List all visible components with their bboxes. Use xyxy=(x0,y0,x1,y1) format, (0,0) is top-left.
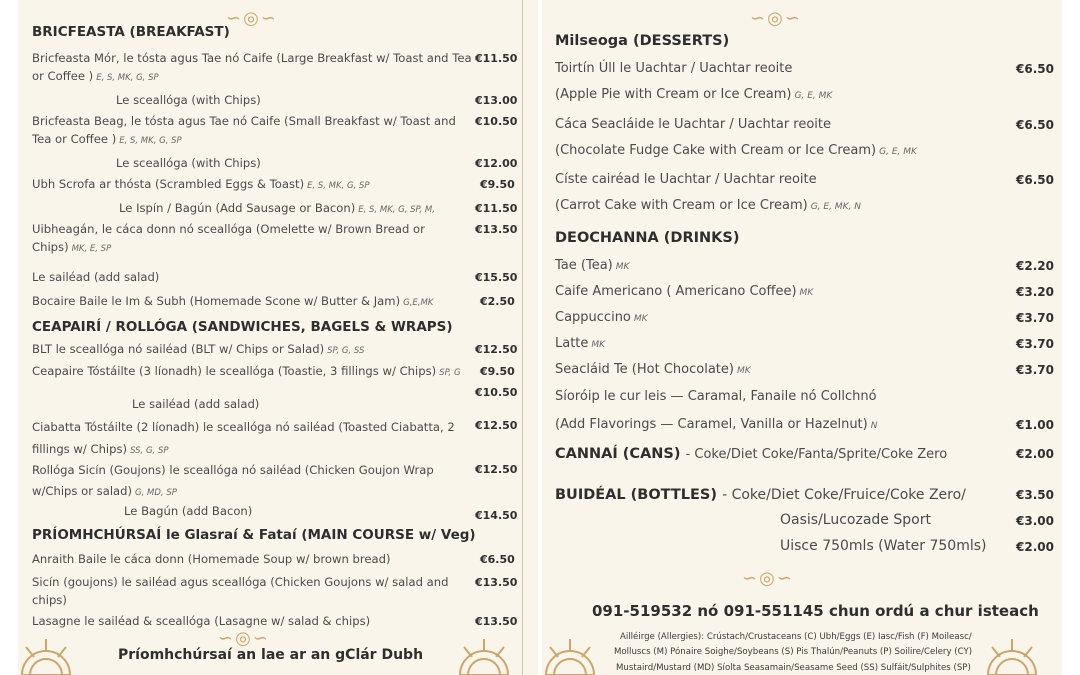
main-course-heading: PRÍOMHCHÚRSAÍ le Glasraí & Fataí (MAIN COURSE w/ Veg) xyxy=(32,527,476,543)
menu-item-price: €13.50 xyxy=(475,223,518,236)
cans-price: €2.00 xyxy=(1016,447,1054,461)
bottles-price: €2.00 xyxy=(1016,540,1054,554)
flavouring-english: (Add Flavorings — Caramel, Vanilla or Hazelnut) N xyxy=(555,417,878,432)
menu-item: Lasagne le sailéad & sceallóga (Lasagne w/ salad & chips) xyxy=(32,614,371,628)
dessert-item: Toirtín Úll le Uachtar / Uachtar reoite xyxy=(555,61,793,76)
sunburst-emblem-icon xyxy=(458,633,510,675)
ornament-swirl: ∽◎∽ xyxy=(742,568,794,589)
menu-item-price: €11.50 xyxy=(475,202,518,215)
menu-item: BLT le sceallóga nó sailéad (BLT w/ Chips or Salad) SP, G, SS xyxy=(32,342,365,356)
dessert-item: Císte cairéad le Uachtar / Uachtar reoite xyxy=(555,172,817,187)
drink-price: €3.70 xyxy=(1016,363,1054,377)
phone-order-line: 091-519532 nó 091-551145 chun ordú a chur isteach xyxy=(592,602,1039,620)
menu-item-price: €14.50 xyxy=(475,509,518,522)
allergy-note: Ailléirge (Allergies): Crústach/Crustaceans (C) Ubh/Eggs (E) Iasc/Fish (F) Moileasc/ xyxy=(620,632,972,642)
drink-item: Tae (Tea) MK xyxy=(555,258,630,273)
menu-item: Ubh Scrofa ar thósta (Scrambled Eggs & Toast) E, S, MK, G, SP xyxy=(32,177,370,191)
dessert-price: €6.50 xyxy=(1016,118,1054,132)
bottles-price: €3.00 xyxy=(1016,514,1054,528)
right-menu-page xyxy=(542,0,1062,675)
drink-price: €3.20 xyxy=(1016,285,1054,299)
bottles-heading: BUIDÉAL (BOTTLES) - Coke/Diet Coke/Fruice/Coke Zero/ xyxy=(555,487,966,503)
menu-item-price: €12.50 xyxy=(475,343,518,356)
flavouring-price: €1.00 xyxy=(1016,418,1054,432)
menu-item-price: €10.50 xyxy=(475,115,518,128)
sandwiches-heading: CEAPAIRÍ / ROLLÓGA (SANDWICHES, BAGELS & WRAPS) xyxy=(32,319,453,335)
sunburst-emblem-icon xyxy=(986,633,1038,675)
menu-item-price: €13.00 xyxy=(475,94,518,107)
menu-item: Bocaire Baile le Im & Subh (Homemade Scone w/ Butter & Jam) G,E,MK xyxy=(32,294,434,308)
menu-item: Ciabatta Tóstáilte (2 líonadh) le sceallóga nó sailéad (Toasted Ciabatta, 2 fillings w/ Chips) SS, G, SP xyxy=(32,420,455,456)
drink-item: Latte MK xyxy=(555,336,606,351)
dessert-price: €6.50 xyxy=(1016,173,1054,187)
menu-item-price: €2.50 xyxy=(480,295,515,308)
breakfast-heading: BRICFEASTA (BREAKFAST) xyxy=(32,24,230,40)
menu-item: Le Ispín / Bagún (Add Sausage or Bacon) E, S, MK, G, SP, M, xyxy=(119,201,435,215)
menu-item: Rollóga Sicín (Goujons) le sceallóga nó sailéad (Chicken Goujon Wrap w/Chips or salad) G, MD, SP xyxy=(32,463,434,498)
desserts-heading: Milseoga (DESSERTS) xyxy=(555,33,730,49)
menu-item: Ceapaire Tóstáilte (3 líonadh) le sceallóga (Toastie, 3 fillings w/ Chips) SP, G xyxy=(32,364,461,378)
dessert-item-english: (Chocolate Fudge Cake with Cream or Ice Cream) G, E, MK xyxy=(555,143,917,158)
menu-item: Sicín (goujons) le sailéad agus sceallóga (Chicken Goujons w/ salad and chips) xyxy=(32,575,449,607)
sunburst-emblem-icon xyxy=(20,633,72,675)
page-border xyxy=(522,0,523,675)
menu-item: Bricfeasta Mór, le tósta agus Tae nó Caife (Large Breakfast w/ Toast and Tea or Coffee ) E, S, MK, G, SP xyxy=(32,51,472,83)
drinks-heading: DEOCHANNA (DRINKS) xyxy=(555,230,740,246)
menu-item-price: €12.50 xyxy=(475,463,518,476)
drink-item: Caife Americano ( Americano Coffee) MK xyxy=(555,284,814,299)
allergy-note: Mustaird/Mustard (MD) Síolta Seasamain/Seasame Seed (SS) Sulfáit/Sulphites (SP) xyxy=(616,663,971,673)
dessert-item-english: (Apple Pie with Cream or Ice Cream) G, E, MK xyxy=(555,87,833,102)
bottles-line: Uisce 750mls (Water 750mls) xyxy=(780,538,987,554)
menu-item: Uibheagán, le cáca donn nó sceallóga (Omelette w/ Brown Bread or Chips) MK, E, SP xyxy=(32,222,425,254)
menu-item-price: €15.50 xyxy=(475,271,518,284)
ornament-swirl: ∽◎∽ xyxy=(218,628,270,649)
dessert-price: €6.50 xyxy=(1016,62,1054,76)
menu-item: Le Bagún (add Bacon) xyxy=(124,504,253,518)
menu-item: Le sailéad (add salad) xyxy=(32,270,160,284)
bottles-price: €3.50 xyxy=(1016,488,1054,502)
drink-item: Cappuccino MK xyxy=(555,310,648,325)
menu-item: Le sceallóga (with Chips) xyxy=(116,156,261,170)
drink-price: €2.20 xyxy=(1016,259,1054,273)
flavouring-irish: Síoróip le cur leis — Caramal, Fanaile nó Collchnó xyxy=(555,389,877,404)
dessert-item-english: (Carrot Cake with Cream or Ice Cream) G, E, MK, N xyxy=(555,198,861,213)
allergy-note: Molluscs (M) Pónaire Soighe/Soybeans (S) Pis Thalún/Peanuts (P) Soilire/Celery (CY) xyxy=(614,647,973,657)
menu-item: Anraith Baile le cáca donn (Homemade Soup w/ brown bread) xyxy=(32,552,391,566)
left-menu-page xyxy=(18,0,538,675)
menu-item: Le sceallóga (with Chips) xyxy=(116,93,261,107)
ornament-swirl: ∽◎∽ xyxy=(750,8,802,29)
cans-heading: CANNAÍ (CANS) - Coke/Diet Coke/Fanta/Sprite/Coke Zero xyxy=(555,446,948,462)
menu-item-price: €9.50 xyxy=(480,365,515,378)
menu-item-price: €10.50 xyxy=(475,386,518,399)
menu-item-price: €12.50 xyxy=(475,419,518,432)
drink-price: €3.70 xyxy=(1016,337,1054,351)
dessert-item: Cáca Seacláide le Uachtar / Uachtar reoite xyxy=(555,117,832,132)
menu-item-price: €13.50 xyxy=(475,615,518,628)
drink-price: €3.70 xyxy=(1016,311,1054,325)
menu-item: Le sailéad (add salad) xyxy=(132,397,260,411)
menu-item-price: €9.50 xyxy=(480,178,515,191)
menu-item-price: €12.00 xyxy=(475,157,518,170)
bottles-line: Oasis/Lucozade Sport xyxy=(780,512,931,528)
menu-item: Bricfeasta Beag, le tósta agus Tae nó Caife (Small Breakfast w/ Toast and Tea or Coffee ) E, S, MK, G, SP xyxy=(32,114,456,146)
ornament-swirl: ∽◎∽ xyxy=(226,8,278,29)
menu-item-price: €13.50 xyxy=(475,576,518,589)
menu-item-price: €6.50 xyxy=(480,553,515,566)
daily-specials-line: Príomhchúrsaí an lae ar an gClár Dubh xyxy=(118,647,424,663)
drink-item: Seacláid Te (Hot Chocolate) MK xyxy=(555,362,751,377)
sunburst-emblem-icon xyxy=(544,633,596,675)
menu-item-price: €11.50 xyxy=(475,52,518,65)
